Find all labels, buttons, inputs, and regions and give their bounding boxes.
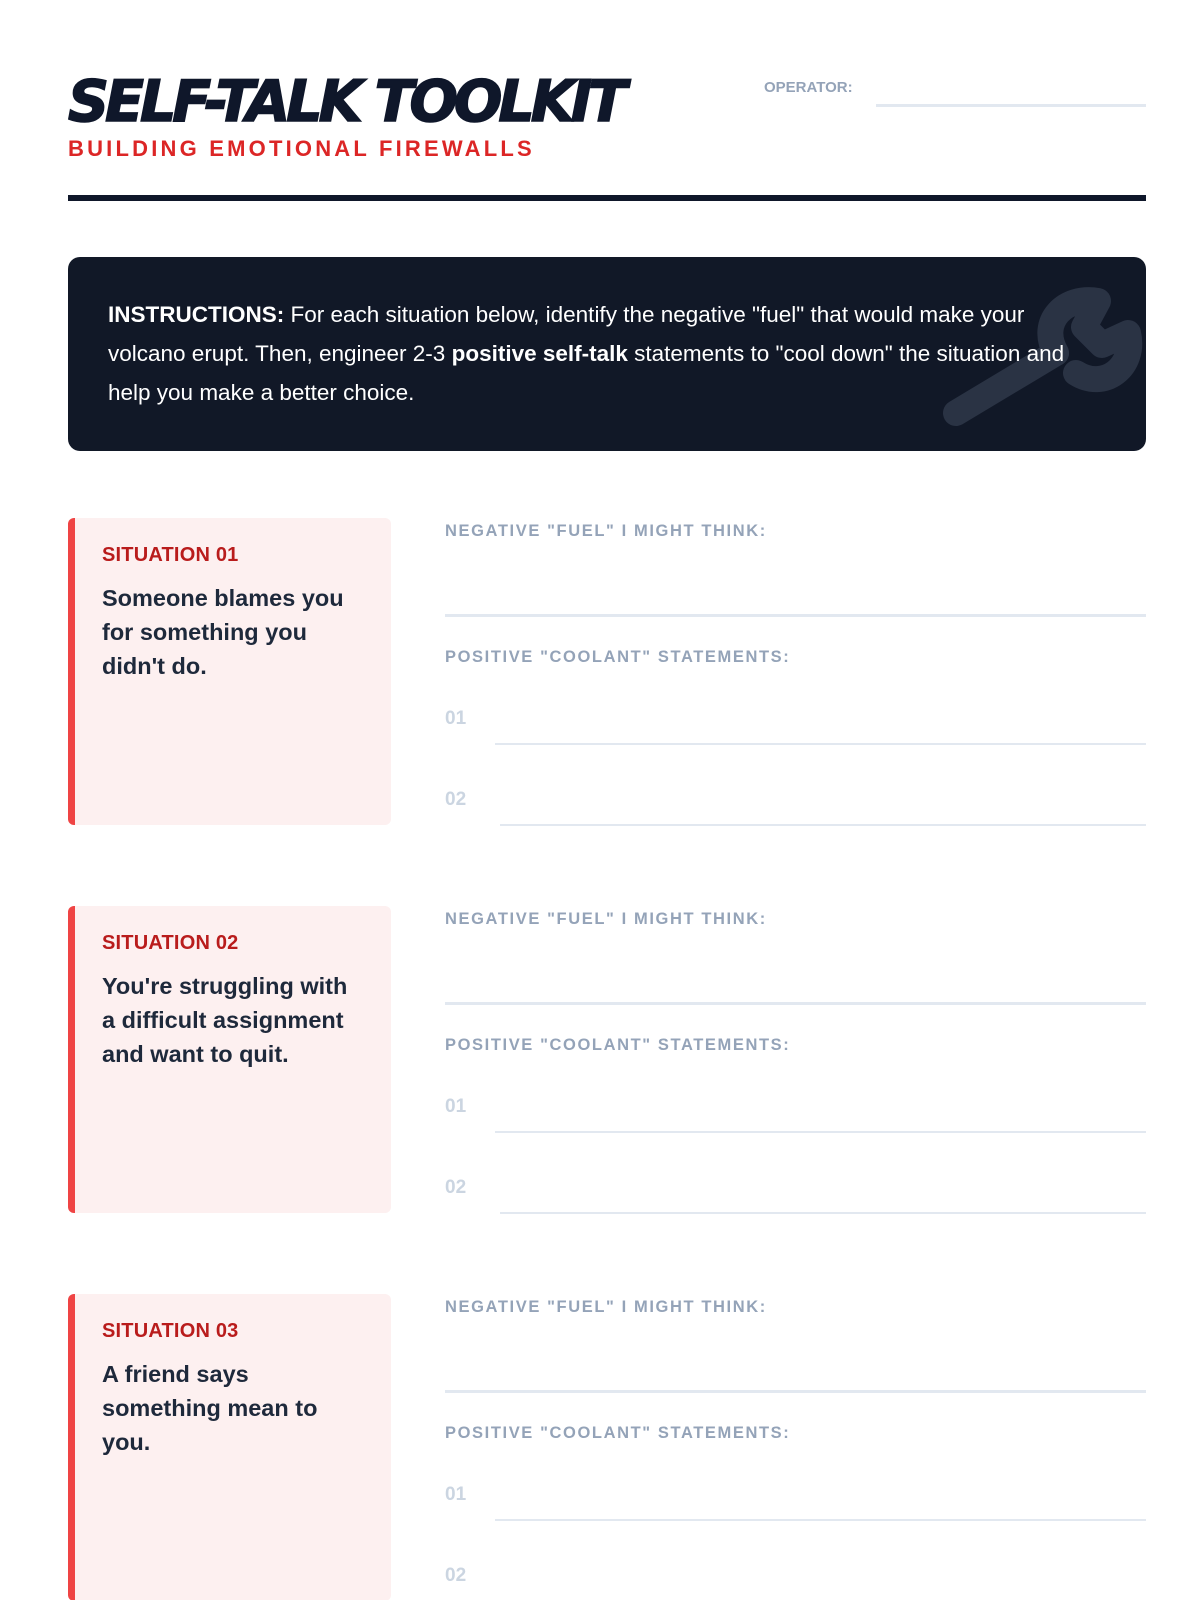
situation-section [68,518,1146,828]
statement-line[interactable] [495,1519,1146,1521]
statement-line[interactable] [500,824,1146,826]
situation-card [68,906,391,1213]
situation-label: SITUATION 03 [102,1320,239,1342]
situation-label: SITUATION 01 [102,544,239,566]
instructions-lead: INSTRUCTIONS: [108,302,285,327]
situation-text: You're struggling with a difficult assignment and want to quit. [102,973,348,1067]
statement-number: 02 [445,789,467,810]
statement-line[interactable] [495,1131,1146,1133]
positive-coolant-label: POSITIVE "COOLANT" STATEMENTS: [445,1424,791,1442]
operator-label: OPERATOR: [764,79,853,96]
negative-fuel-label: NEGATIVE "FUEL" I MIGHT THINK: [445,522,767,540]
negative-fuel-line[interactable] [445,1390,1146,1393]
header [68,0,1146,203]
situation-text: Someone blames you for something you didn't do. [102,585,344,679]
positive-coolant-label: POSITIVE "COOLANT" STATEMENTS: [445,1036,791,1054]
negative-fuel-line[interactable] [445,614,1146,617]
situation-section [68,906,1146,1216]
instructions-text [108,295,1106,412]
instructions-body-2: statements to "cool down" the situation and help you make a better choice. [108,341,1065,405]
operator-field[interactable] [876,104,1146,107]
situation-text: A friend says something mean to you. [102,1361,318,1455]
statement-number: 01 [445,708,467,729]
situation-section [68,1294,1146,1600]
header-divider [68,195,1146,201]
statement-line[interactable] [500,1212,1146,1214]
page-title: SELF-TALK TOOLKIT [68,69,623,135]
statement-number: 02 [445,1177,467,1198]
instructions-body-1: For each situation below, identify the negative "fuel" that would make your volcano erupt. Then, engineer 2-3 [108,302,1025,366]
statement-number: 01 [445,1484,467,1505]
positive-coolant-label: POSITIVE "COOLANT" STATEMENTS: [445,648,791,666]
page-subtitle: BUILDING EMOTIONAL FIREWALLS [68,136,535,161]
statement-number: 02 [445,1565,467,1586]
negative-fuel-label: NEGATIVE "FUEL" I MIGHT THINK: [445,1298,767,1316]
situation-label: SITUATION 02 [102,932,239,954]
negative-fuel-label: NEGATIVE "FUEL" I MIGHT THINK: [445,910,767,928]
statement-number: 01 [445,1096,467,1117]
negative-fuel-line[interactable] [445,1002,1146,1005]
situation-card [68,1294,391,1600]
statement-line[interactable] [495,743,1146,745]
situation-card [68,518,391,825]
instructions-emphasis: positive self-talk [451,341,628,366]
instructions-panel [68,257,1146,451]
